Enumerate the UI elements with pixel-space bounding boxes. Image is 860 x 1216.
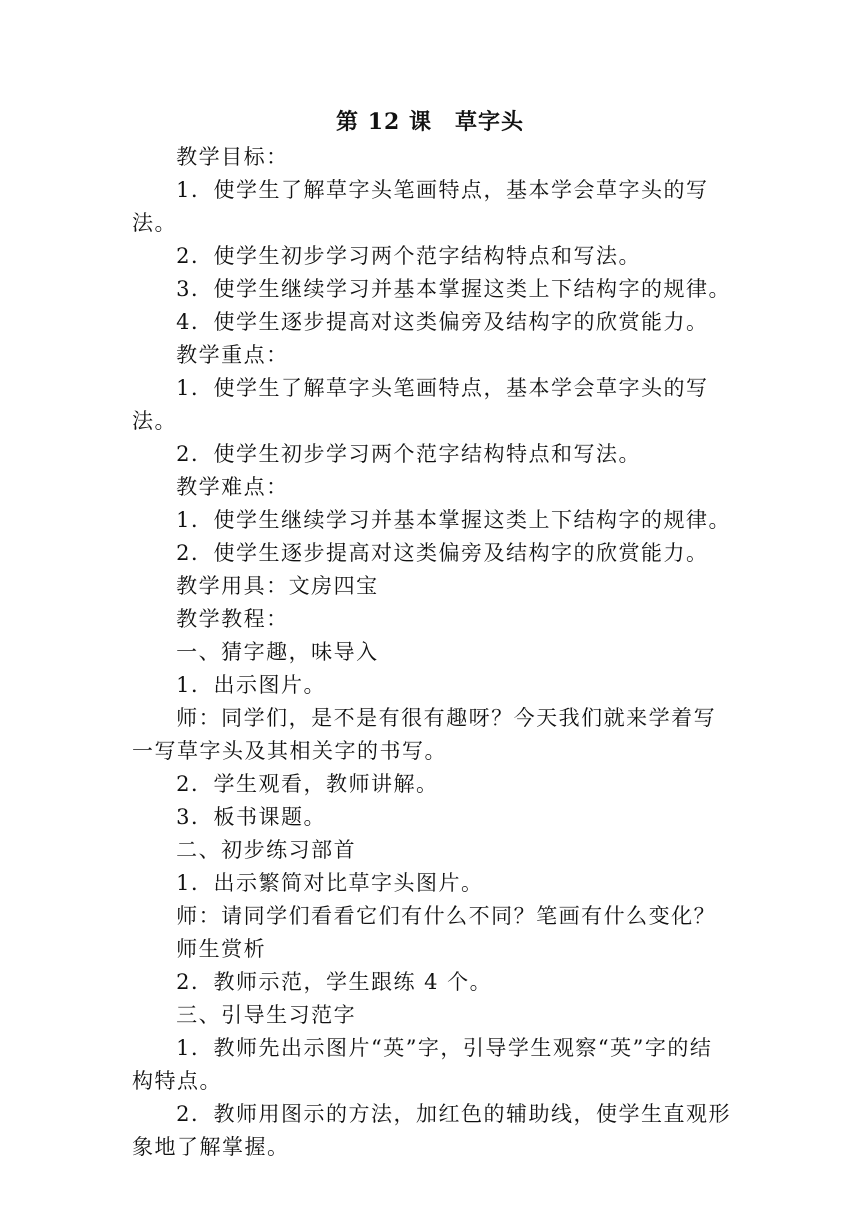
paragraph: 教学用具：文房四宝 — [176, 574, 379, 598]
paragraph: 1．使学生了解草字头笔画特点，基本学会草字头的写法。 — [132, 376, 709, 433]
paragraph: 3．板书课题。 — [176, 805, 326, 829]
paragraph: 三、引导生习范字 — [176, 1003, 357, 1027]
paragraph: 2．学生观看，教师讲解。 — [176, 772, 439, 796]
paragraph: 二、初步练习部首 — [176, 838, 357, 862]
paragraph: 师生赏析 — [176, 937, 267, 961]
paragraph: 2．使学生初步学习两个范字结构特点和写法。 — [176, 442, 641, 466]
paragraph: 2．使学生逐步提高对这类偏旁及结构字的欣赏能力。 — [176, 541, 709, 565]
paragraph: 教学重点： — [176, 343, 289, 367]
paragraph: 师：请同学们看看它们有什么不同？笔画有什么变化？ — [176, 904, 717, 928]
paragraph: 教学目标： — [176, 145, 289, 169]
paragraph: 1．出示繁简对比草字头图片。 — [176, 871, 484, 895]
paragraph: 教学教程： — [176, 607, 289, 631]
paragraph: 1．出示图片。 — [176, 673, 326, 697]
paragraph: 4．使学生逐步提高对这类偏旁及结构字的欣赏能力。 — [176, 310, 709, 334]
paragraph: 2．使学生初步学习两个范字结构特点和写法。 — [176, 244, 641, 268]
paragraph: 一、猜字趣，味导入 — [176, 640, 379, 664]
paragraph: 师：同学们，是不是有很有趣呀？今天我们就来学着写一写草字头及其相关字的书写。 — [132, 706, 717, 763]
lesson-body — [132, 141, 732, 1164]
paragraph: 3．使学生继续学习并基本掌握这类上下结构字的规律。 — [176, 277, 731, 301]
paragraph: 2．教师用图示的方法，加红色的辅助线，使学生直观形象地了解掌握。 — [132, 1102, 731, 1159]
paragraph: 1．使学生继续学习并基本掌握这类上下结构字的规律。 — [176, 508, 731, 532]
lesson-title: 第 12 课 草字头 — [336, 109, 524, 135]
paragraph: 1．教师先出示图片“英”字，引导学生观察“英”字的结构特点。 — [132, 1036, 713, 1093]
paragraph: 教学难点： — [176, 475, 289, 499]
paragraph: 2．教师示范，学生跟练 4 个。 — [176, 970, 493, 994]
paragraph: 1．使学生了解草字头笔画特点，基本学会草字头的写法。 — [132, 178, 709, 235]
